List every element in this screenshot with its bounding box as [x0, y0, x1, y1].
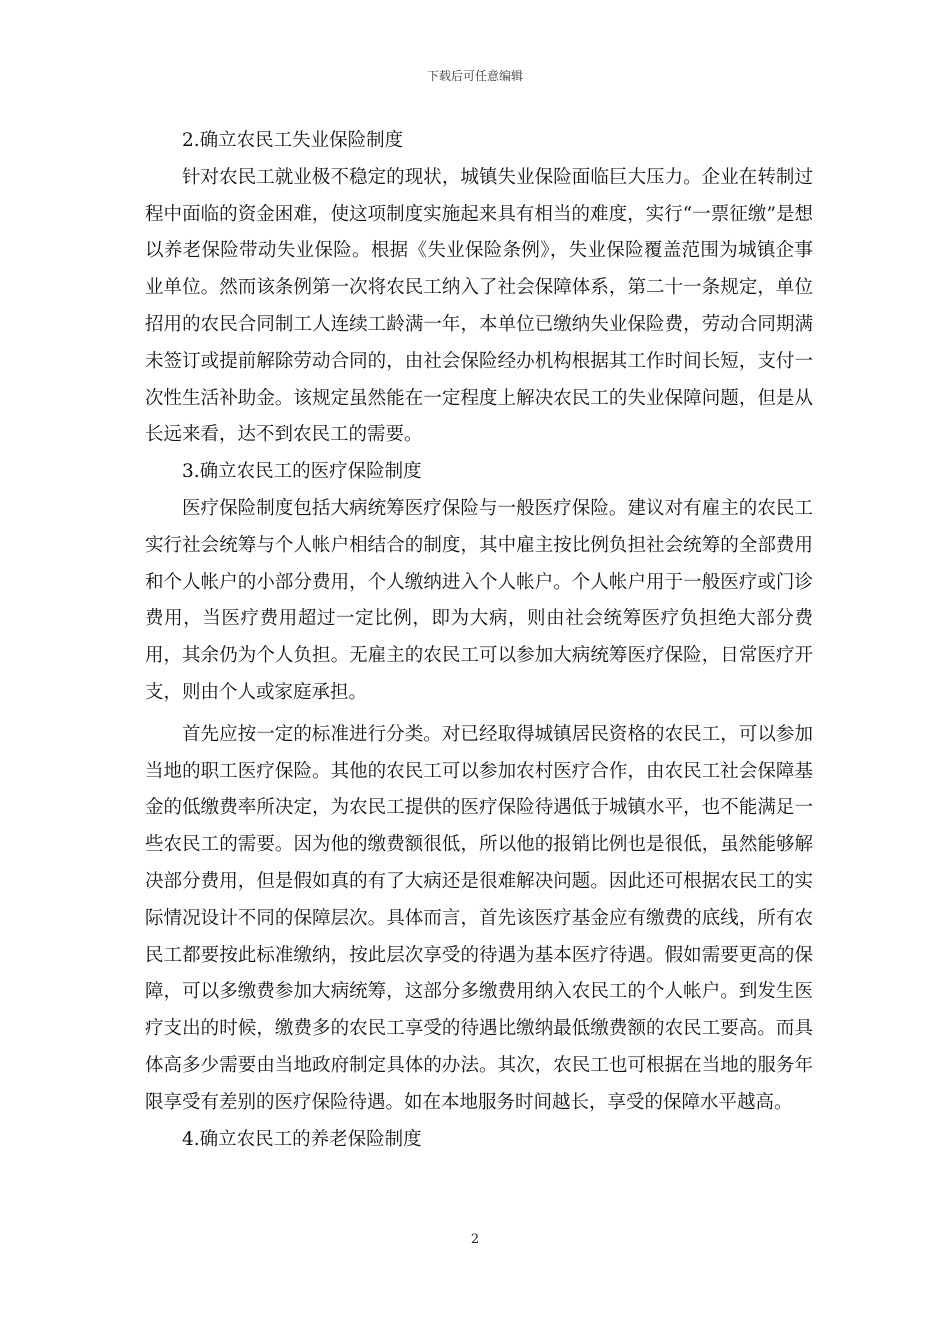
section-heading-medical-insurance: 3.确立农民工的医疗保险制度: [182, 461, 422, 483]
paragraph-medical-insurance-classification: 首先应按一定的标准进行分类。对已经取得城镇居民资格的农民工，可以参加当地的职工医疗保险。其他的农民工可以参加农村医疗合作，由农民工社会保障基金的低缴费率所决定，为农民工提供的医疗保险待遇低于城镇水平，也不能满足一些农民工的需要。因为他的缴费额很低，所以他的报销比例也是很低，虽然能够解决部分费用，但是假如真的有了大病还是很难解决问题。因此还可根据农民工的实际情况设计不同的保障层次。具体而言，首先该医疗基金应有缴费的底线，所有农民工都要按此标准缴纳，按此层次享受的待遇为基本医疗待遇。假如需要更高的保障，可以多缴费参加大病统筹，这部分多缴费用纳入农民工的个人帐户。到发生医疗支出的时候，缴费多的农民工享受的待遇比缴纳最低缴费额的农民工要高。而具体高多少需要由当地政府制定具体的办法。其次，农民工也可根据在当地的服务年限享受有差别的医疗保险待遇。如在本地服务时间越长，享受的保障水平越高。: [145, 723, 813, 1113]
page-header: 下载后可任意编辑: [426, 69, 523, 83]
section-heading-pension-insurance: 4.确立农民工的养老保险制度: [182, 1128, 422, 1150]
document-body: [145, 123, 813, 1158]
paragraph-medical-insurance-overview: 医疗保险制度包括大病统筹医疗保险与一般医疗保险。建议对有雇主的农民工实行社会统筹与个人帐户相结合的制度，其中雇主按比例负担社会统筹的全部费用和个人帐户的小部分费用，个人缴纳进入个人帐户。个人帐户用于一般医疗或门诊费用，当医疗费用超过一定比例，即为大病，则由社会统筹医疗负担绝大部分费用，其余仍为个人负担。无雇主的农民工可以参加大病统筹医疗保险，日常医疗开支，则由个人或家庭承担。: [145, 497, 813, 703]
section-heading-unemployment-insurance: 2.确立农民工失业保险制度: [182, 130, 404, 151]
page-number: 2: [470, 1232, 480, 1247]
paragraph-unemployment-insurance: 针对农民工就业极不稳定的现状，城镇失业保险面临巨大压力。企业在转制过程中面临的资金困难，使这项制度实施起来具有相当的难度，实行“一票征缴”是想以养老保险带动失业保险。根据《失业保险条例》，失业保险覆盖范围为城镇企事业单位。然而该条例第一次将农民工纳入了社会保障体系，第二十一条规定，单位招用的农民合同制工人连续工龄满一年，本单位已缴纳失业保险费，劳动合同期满未签订或提前解除劳动合同的，由社会保险经办机构根据其工作时间长短，支付一次性生活补助金。该规定虽然能在一定程度上解决农民工的失业保障问题，但是从长远来看，达不到农民工的需要。: [145, 166, 813, 446]
